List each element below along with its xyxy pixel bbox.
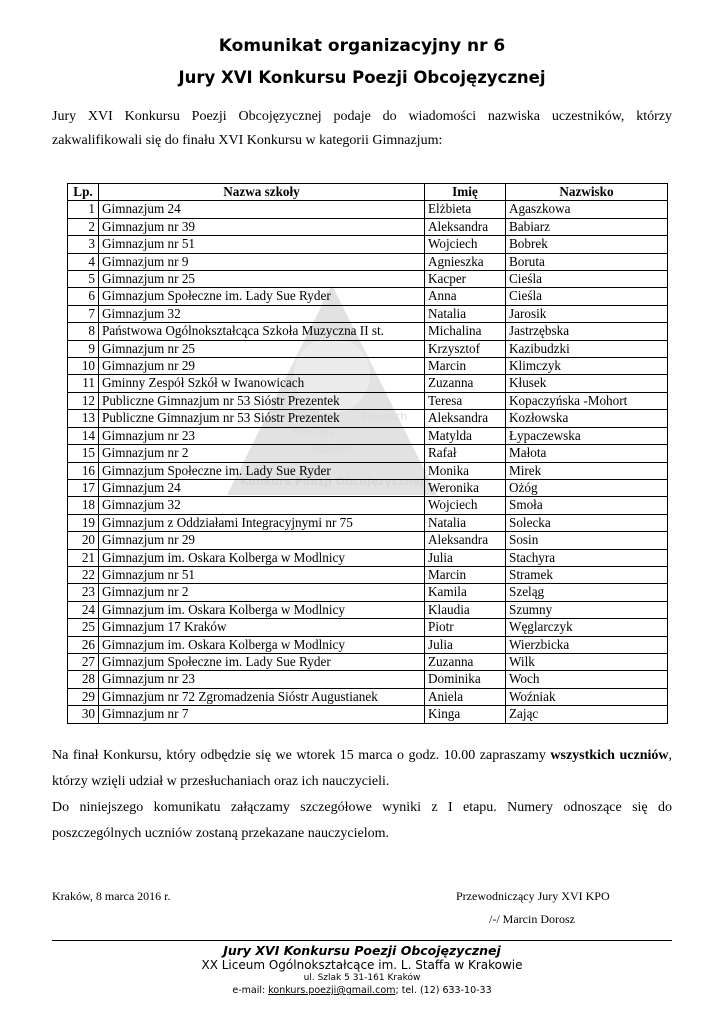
cell-lp: 9 <box>68 340 99 357</box>
cell-school: Publiczne Gimnazjum nr 53 Sióstr Prezentek <box>99 392 425 409</box>
cell-lp: 6 <box>68 288 99 305</box>
cell-last-name: Stramek <box>506 566 668 583</box>
cell-last-name: Cieśla <box>506 271 668 288</box>
email-link[interactable]: konkurs.poezji@gmail.com <box>268 985 396 996</box>
cell-last-name: Łypaczewska <box>506 427 668 444</box>
document-title: Komunikat organizacyjny nr 6 <box>218 36 506 56</box>
cell-school: Gimnazjum nr 2 <box>99 445 425 462</box>
cell-first-name: Zuzanna <box>425 653 506 670</box>
table-row <box>68 688 668 705</box>
cell-first-name: Monika <box>425 462 506 479</box>
cell-school: Gimnazjum nr 25 <box>99 271 425 288</box>
cell-lp: 14 <box>68 427 99 444</box>
table-row <box>68 288 668 305</box>
cell-last-name: Woch <box>506 671 668 688</box>
cell-last-name: Sosin <box>506 532 668 549</box>
cell-school: Gimnazjum nr 51 <box>99 566 425 583</box>
cell-first-name: Matylda <box>425 427 506 444</box>
cell-school: Gimnazjum z Oddziałami Integracyjnymi nr 75 <box>99 514 425 531</box>
cell-last-name: Kazibudzki <box>506 340 668 357</box>
signatory-role: Przewodniczący Jury XVI KPO <box>456 889 610 903</box>
cell-first-name: Anna <box>425 288 506 305</box>
cell-last-name: Solecka <box>506 514 668 531</box>
cell-first-name: Aniela <box>425 688 506 705</box>
table-row <box>68 532 668 549</box>
table-row <box>68 323 668 340</box>
cell-last-name: Stachyra <box>506 549 668 566</box>
finalists-table <box>67 183 668 724</box>
cell-first-name: Kamila <box>425 584 506 601</box>
cell-school: Gimnazjum nr 29 <box>99 358 425 375</box>
cell-school: Gimnazjum 17 Kraków <box>99 619 425 636</box>
cell-lp: 5 <box>68 271 99 288</box>
cell-school: Gimnazjum Społeczne im. Lady Sue Ryder <box>99 462 425 479</box>
cell-lp: 12 <box>68 392 99 409</box>
table-row <box>68 619 668 636</box>
cell-first-name: Marcin <box>425 358 506 375</box>
cell-last-name: Woźniak <box>506 688 668 705</box>
cell-school: Gimnazjum im. Oskara Kolberga w Modlnicy <box>99 601 425 618</box>
table-row <box>68 305 668 322</box>
cell-last-name: Babiarz <box>506 218 668 235</box>
footer-phone: ; tel. (12) 633-10-33 <box>395 985 492 996</box>
cell-last-name: Agaszkowa <box>506 201 668 218</box>
cell-first-name: Zuzanna <box>425 375 506 392</box>
cell-lp: 25 <box>68 619 99 636</box>
cell-last-name: Boruta <box>506 253 668 270</box>
cell-last-name: Bobrek <box>506 236 668 253</box>
cell-school: Gimnazjum Społeczne im. Lady Sue Ryder <box>99 653 425 670</box>
final-text-1b: , którzy wzięli udział w przesłuchaniach oraz ich nauczycieli. <box>52 748 672 789</box>
cell-last-name: Zając <box>506 706 668 723</box>
cell-lp: 29 <box>68 688 99 705</box>
cell-lp: 13 <box>68 410 99 427</box>
cell-last-name: Wilk <box>506 653 668 670</box>
place-date: Kraków, 8 marca 2016 r. <box>52 889 171 903</box>
footer-address: ul. Szlak 5 31-161 Kraków <box>303 973 421 983</box>
table-row <box>68 671 668 688</box>
cell-school: Gimnazjum 32 <box>99 497 425 514</box>
col-header-last-name: Nazwisko <box>506 184 668 201</box>
cell-lp: 19 <box>68 514 99 531</box>
cell-first-name: Wojciech <box>425 236 506 253</box>
cell-first-name: Krzysztof <box>425 340 506 357</box>
cell-first-name: Agnieszka <box>425 253 506 270</box>
table-row <box>68 410 668 427</box>
cell-last-name: Kozłowska <box>506 410 668 427</box>
cell-first-name: Elżbieta <box>425 201 506 218</box>
table-row <box>68 445 668 462</box>
cell-first-name: Piotr <box>425 619 506 636</box>
col-header-school: Nazwa szkoły <box>99 184 425 201</box>
cell-lp: 26 <box>68 636 99 653</box>
cell-lp: 21 <box>68 549 99 566</box>
watermark-lang-1: Deutsch <box>362 410 408 423</box>
table-row <box>68 236 668 253</box>
cell-first-name: Kinga <box>425 706 506 723</box>
cell-last-name: Smoła <box>506 497 668 514</box>
col-header-lp: Lp. <box>68 184 99 201</box>
cell-last-name: Jastrzębska <box>506 323 668 340</box>
cell-first-name: Rafał <box>425 445 506 462</box>
cell-school: Gimnazjum nr 7 <box>99 706 425 723</box>
signatory-name: /-/ Marcin Dorosz <box>489 912 575 926</box>
cell-school: Gimnazjum nr 29 <box>99 532 425 549</box>
cell-lp: 2 <box>68 218 99 235</box>
cell-first-name: Julia <box>425 636 506 653</box>
cell-first-name: Aleksandra <box>425 532 506 549</box>
cell-first-name: Michalina <box>425 323 506 340</box>
cell-lp: 11 <box>68 375 99 392</box>
cell-school: Gminny Zespół Szkół w Iwanowicach <box>99 375 425 392</box>
final-info <box>52 743 672 847</box>
cell-first-name: Natalia <box>425 514 506 531</box>
cell-last-name: Ożóg <box>506 479 668 496</box>
final-paragraph-1 <box>52 743 672 795</box>
cell-last-name: Kopaczyńska -Mohort <box>506 392 668 409</box>
final-text-1a: Na finał Konkursu, który odbędzie się we wtorek 15 marca o godz. 10.00 zapraszamy <box>52 748 551 763</box>
cell-first-name: Marcin <box>425 566 506 583</box>
table-row <box>68 358 668 375</box>
cell-first-name: Aleksandra <box>425 218 506 235</box>
table-row <box>68 566 668 583</box>
cell-school: Gimnazjum 32 <box>99 305 425 322</box>
table-row <box>68 340 668 357</box>
cell-lp: 16 <box>68 462 99 479</box>
cell-school: Gimnazjum nr 9 <box>99 253 425 270</box>
cell-first-name: Natalia <box>425 305 506 322</box>
cell-lp: 4 <box>68 253 99 270</box>
cell-lp: 24 <box>68 601 99 618</box>
cell-last-name: Jarosik <box>506 305 668 322</box>
cell-lp: 10 <box>68 358 99 375</box>
table-header-row <box>68 184 668 201</box>
cell-school: Gimnazjum Społeczne im. Lady Sue Ryder <box>99 288 425 305</box>
cell-last-name: Małota <box>506 445 668 462</box>
footer-school: XX Liceum Ogólnokształcące im. L. Staffa w Krakowie <box>201 958 523 972</box>
cell-school: Gimnazjum nr 51 <box>99 236 425 253</box>
cell-school: Gimnazjum im. Oskara Kolberga w Modlnicy <box>99 549 425 566</box>
cell-school: Gimnazjum im. Oskara Kolberga w Modlnicy <box>99 636 425 653</box>
cell-lp: 22 <box>68 566 99 583</box>
col-header-first-name: Imię <box>425 184 506 201</box>
table-row <box>68 271 668 288</box>
cell-school: Państwowa Ogólnokształcąca Szkoła Muzyczna II st. <box>99 323 425 340</box>
cell-lp: 23 <box>68 584 99 601</box>
watermark-lang-2: Français <box>292 427 334 438</box>
cell-first-name: Wojciech <box>425 497 506 514</box>
table-body <box>68 201 668 723</box>
table-row <box>68 514 668 531</box>
cell-first-name: Weronika <box>425 479 506 496</box>
cell-lp: 27 <box>68 653 99 670</box>
cell-last-name: Szumny <box>506 601 668 618</box>
cell-lp: 20 <box>68 532 99 549</box>
table-row <box>68 375 668 392</box>
cell-last-name: Klimczyk <box>506 358 668 375</box>
cell-first-name: Aleksandra <box>425 410 506 427</box>
table-row <box>68 636 668 653</box>
cell-school: Gimnazjum nr 72 Zgromadzenia Sióstr Augustianek <box>99 688 425 705</box>
cell-lp: 17 <box>68 479 99 496</box>
cell-first-name: Teresa <box>425 392 506 409</box>
cell-first-name: Kacper <box>425 271 506 288</box>
final-text-bold: wszystkich uczniów <box>550 748 669 763</box>
cell-school: Gimnazjum nr 2 <box>99 584 425 601</box>
cell-lp: 30 <box>68 706 99 723</box>
cell-first-name: Julia <box>425 549 506 566</box>
watermark-lang-3: Español <box>312 444 352 455</box>
table-row <box>68 653 668 670</box>
table-row <box>68 462 668 479</box>
cell-last-name: Węglarczyk <box>506 619 668 636</box>
cell-lp: 28 <box>68 671 99 688</box>
table-row <box>68 218 668 235</box>
cell-school: Gimnazjum nr 39 <box>99 218 425 235</box>
table-row <box>68 392 668 409</box>
table-row <box>68 253 668 270</box>
table-row <box>68 601 668 618</box>
cell-first-name: Dominika <box>425 671 506 688</box>
cell-lp: 7 <box>68 305 99 322</box>
cell-first-name: Klaudia <box>425 601 506 618</box>
footer-divider <box>52 940 672 941</box>
cell-last-name: Cieśla <box>506 288 668 305</box>
cell-lp: 15 <box>68 445 99 462</box>
document-subtitle: Jury XVI Konkursu Poezji Obcojęzycznej <box>178 68 546 87</box>
table-row <box>68 706 668 723</box>
table-row <box>68 201 668 218</box>
cell-lp: 1 <box>68 201 99 218</box>
cell-school: Gimnazjum 24 <box>99 201 425 218</box>
final-paragraph-2: Do niniejszego komunikatu załączamy szczegółowe wyniki z I etapu. Numery odnoszące się do poszczególnych uczniów zostaną przekazane nauczycielom. <box>52 800 672 841</box>
table-row <box>68 427 668 444</box>
cell-last-name: Kłusek <box>506 375 668 392</box>
cell-school: Gimnazjum nr 23 <box>99 427 425 444</box>
cell-school: Gimnazjum nr 23 <box>99 671 425 688</box>
cell-last-name: Mirek <box>506 462 668 479</box>
cell-school: Gimnazjum nr 25 <box>99 340 425 357</box>
table-row <box>68 584 668 601</box>
cell-lp: 3 <box>68 236 99 253</box>
cell-last-name: Wierzbicka <box>506 636 668 653</box>
cell-lp: 18 <box>68 497 99 514</box>
intro-paragraph: Jury XVI Konkursu Poezji Obcojęzycznej podaje do wiadomości nazwiska uczestników, którzy zakwalifikowali się do finału XVI Konkursu w kategorii Gimnazjum: <box>52 109 672 148</box>
cell-lp: 8 <box>68 323 99 340</box>
watermark-contest-name: Konkurs Poezji Obcojęzycznej <box>240 475 424 488</box>
cell-school: Publiczne Gimnazjum nr 53 Sióstr Prezentek <box>99 410 425 427</box>
cell-school: Gimnazjum 24 <box>99 479 425 496</box>
footer-email-label: e-mail: <box>232 985 269 996</box>
table-row <box>68 549 668 566</box>
footer-jury: Jury XVI Konkursu Poezji Obcojęzycznej <box>223 943 501 958</box>
cell-last-name: Szeląg <box>506 584 668 601</box>
footer-contact <box>0 985 724 996</box>
table-row <box>68 479 668 496</box>
table-row <box>68 497 668 514</box>
